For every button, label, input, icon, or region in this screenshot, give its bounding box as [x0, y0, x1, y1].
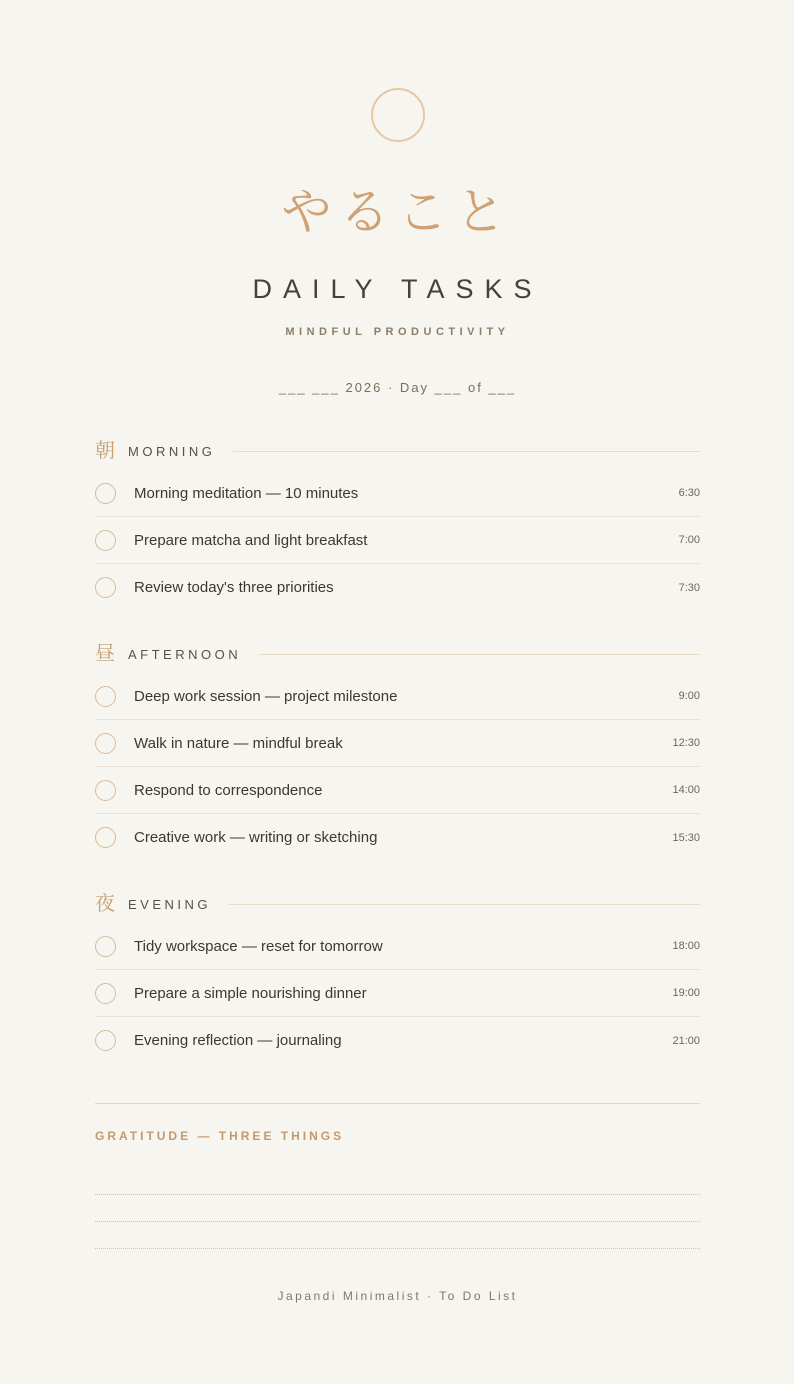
task-title: Prepare a simple nourishing dinner: [134, 984, 367, 1002]
task-row[interactable]: [95, 767, 700, 814]
task-time: 7:00: [678, 534, 700, 546]
page-subtitle: MINDFUL PRODUCTIVITY: [285, 326, 510, 338]
task-checkbox[interactable]: [95, 686, 116, 707]
japanese-title: やること: [281, 184, 514, 240]
enso-circle-icon: [371, 88, 425, 142]
task-row[interactable]: [95, 970, 700, 1017]
section-label: AFTERNOON: [128, 646, 242, 662]
task-checkbox[interactable]: [95, 827, 116, 848]
task-title: Morning meditation — 10 minutes: [134, 484, 359, 502]
task-checkbox[interactable]: [95, 733, 116, 754]
task-time: 15:30: [672, 831, 700, 844]
section-rule: [259, 654, 700, 655]
task-time: 6:30: [678, 487, 700, 499]
task-row[interactable]: [95, 517, 700, 564]
section-rule: [229, 904, 700, 905]
section-afternoon: [95, 644, 700, 861]
task-time: 7:30: [678, 581, 700, 594]
section-label: MORNING: [128, 443, 216, 459]
task-time: 9:00: [678, 690, 700, 702]
evening-kanji-icon: 夜: [95, 893, 115, 915]
task-row[interactable]: [95, 564, 700, 611]
task-checkbox[interactable]: [95, 983, 116, 1004]
task-row[interactable]: [95, 720, 700, 767]
task-row[interactable]: [95, 673, 700, 720]
task-time: 18:00: [672, 940, 700, 952]
task-row[interactable]: [95, 814, 700, 861]
task-title: Tidy workspace — reset for tomorrow: [134, 937, 383, 955]
date-line: ___ ___ 2026 · Day ___ of ___: [278, 380, 517, 395]
task-row[interactable]: [95, 1017, 700, 1064]
task-title: Creative work — writing or sketching: [134, 829, 378, 846]
section-header: [95, 894, 700, 914]
task-title: Respond to correspondence: [134, 781, 323, 799]
gratitude-heading: GRATITUDE — THREE THINGS: [95, 1129, 345, 1143]
afternoon-kanji-icon: 昼: [95, 643, 115, 665]
section-morning: [95, 441, 700, 611]
task-row[interactable]: [95, 470, 700, 517]
task-time: 21:00: [672, 1034, 700, 1047]
section-header: [95, 644, 700, 664]
task-title: Prepare matcha and light breakfast: [134, 531, 368, 549]
task-time: 12:30: [672, 737, 700, 749]
task-title: Deep work session — project milestone: [134, 687, 398, 705]
section-evening: [95, 894, 700, 1064]
task-title: Review today's three priorities: [134, 579, 334, 596]
task-title: Walk in nature — mindful break: [134, 734, 343, 752]
task-time: 19:00: [672, 987, 700, 999]
gratitude-write-line[interactable]: [95, 1222, 700, 1249]
morning-kanji-icon: 朝: [95, 440, 115, 462]
task-title: Evening reflection — journaling: [134, 1032, 342, 1049]
task-checkbox[interactable]: [95, 577, 116, 598]
task-checkbox[interactable]: [95, 530, 116, 551]
task-checkbox[interactable]: [95, 1030, 116, 1051]
section-rule: [233, 451, 700, 452]
task-checkbox[interactable]: [95, 780, 116, 801]
task-time: 14:00: [672, 784, 700, 796]
task-checkbox[interactable]: [95, 483, 116, 504]
footer-text: Japandi Minimalist · To Do List: [277, 1289, 518, 1303]
page-title: DAILY TASKS: [252, 274, 543, 304]
gratitude-section: [95, 1103, 700, 1249]
gratitude-write-line[interactable]: [95, 1195, 700, 1222]
section-header: [95, 441, 700, 461]
section-label: EVENING: [128, 896, 212, 912]
header: [95, 88, 700, 395]
gratitude-write-line[interactable]: [95, 1168, 700, 1195]
task-checkbox[interactable]: [95, 936, 116, 957]
task-row[interactable]: [95, 923, 700, 970]
